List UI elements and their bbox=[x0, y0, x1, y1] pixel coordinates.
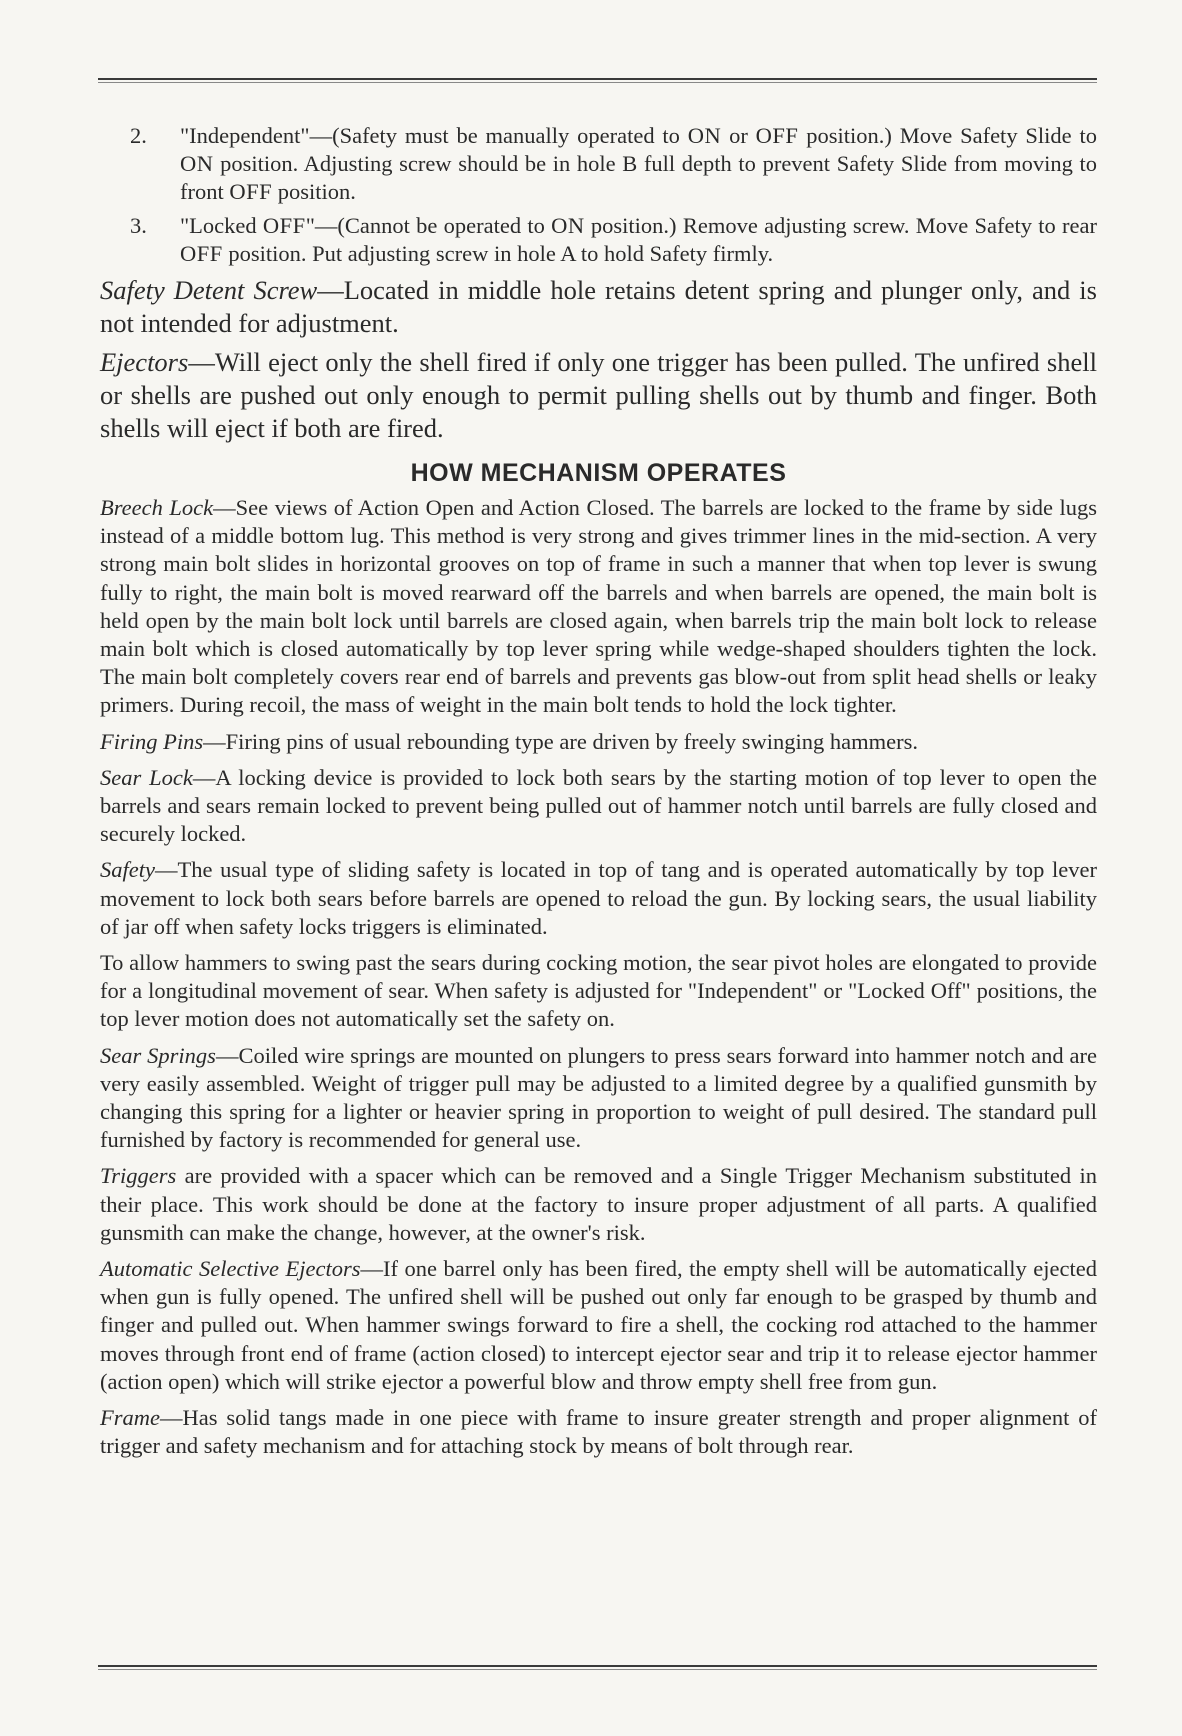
page-content bbox=[100, 122, 1097, 1469]
paragraph-sear-springs: Sear Springs—Coiled wire springs are mounted on plungers to press sears forward into hammer notch and are very easily assembled. Weight of trigger pull may be adjusted to a limited degree by a qualified gunsmith by changing this spring for a lighter or heavier spring in proportion to weight of pull desired. The standard pull furnished by factory is recommended for general use. bbox=[100, 1042, 1097, 1153]
paragraph-term: Automatic Selective Ejectors bbox=[100, 1256, 361, 1282]
paragraph-safety: Safety—The usual type of sliding safety is located in top of tang and is operated automatically by top lever movement to lock both sears before barrels are opened to reload the gun. By locking sears, the usual liability of jar off when safety locks triggers is eliminated. bbox=[100, 857, 1097, 939]
paragraph-automatic-selective-ejectors: Automatic Selective Ejectors—If one barrel only has been fired, the empty shell will be automatically ejected when gun is fully opened. The unfired shell will be pushed out only far enough to be grasped by thumb and finger and pulled out. When hammer swings forward to fire a shell, the cocking rod attached to the hammer moves through front end of frame (action closed) to intercept ejector sear and trip it to release ejector hammer (action open) which will strike ejector a powerful blow and throw empty shell free from gun. bbox=[100, 1256, 1097, 1394]
paragraph-triggers: Triggers are provided with a spacer which can be removed and a Single Trigger Mechanism substituted in their place. This work should be done at the factory to insure proper adjustment of all parts. A qualified gunsmith can make the change, however, at the owner's risk. bbox=[100, 1163, 1097, 1245]
list-number: 2. bbox=[130, 123, 147, 148]
paragraph-term: Ejectors bbox=[100, 347, 189, 377]
list-number: 3. bbox=[130, 213, 147, 238]
paragraph-term: Triggers bbox=[100, 1163, 177, 1189]
paragraph-hammers: To allow hammers to swing past the sears during cocking motion, the sear pivot holes are elongated to provide for a longitudinal movement of sear. When safety is adjusted for "Independent" or "Locked Off" positions, the top lever motion does not automatically set the safety on. bbox=[100, 950, 1097, 1032]
paragraph-ejectors: Ejectors—Will eject only the shell fired if only one trigger has been pulled. The unfired shell or shells are pushed out only enough to permit pulling shells out by thumb and finger. Both shells will eject if both are fired. bbox=[100, 347, 1097, 443]
paragraph-safety-detent-screw: Safety Detent Screw—Located in middle hole retains detent spring and plunger only, and is not intended for adjustment. bbox=[100, 275, 1097, 338]
bottom-rule-thin bbox=[98, 1669, 1097, 1670]
list-item-3: 3. "Locked OFF"—(Cannot be operated to ON position.) Remove adjusting screw. Move Safety to rear OFF position. Put adjusting screw in hole A to hold Safety firmly. bbox=[130, 213, 1097, 266]
paragraph-frame: Frame—Has solid tangs made in one piece with frame to insure greater strength and proper alignment of trigger and safety mechanism and for attaching stock by means of bolt through rear. bbox=[100, 1405, 1097, 1459]
bottom-rule bbox=[98, 1665, 1097, 1667]
top-rule bbox=[98, 78, 1097, 80]
paragraph-term: Firing Pins bbox=[100, 728, 204, 754]
paragraph-term: Breech Lock bbox=[100, 495, 214, 520]
paragraph-sear-lock: Sear Lock—A locking device is provided to lock both sears by the starting motion of top lever to open the barrels and sears remain locked to prevent being pulled out of hammer notch until barrels are fully closed and securely locked. bbox=[100, 764, 1097, 847]
paragraph-firing-pins: Firing Pins—Firing pins of usual rebounding type are driven by freely swinging hammers. bbox=[100, 728, 918, 754]
paragraph-term: Safety Detent Screw bbox=[100, 275, 318, 305]
paragraph-term: Sear Springs bbox=[100, 1042, 216, 1068]
paragraph-term: Sear Lock bbox=[100, 764, 193, 790]
paragraph-term: Frame bbox=[100, 1405, 160, 1431]
paragraph-breech-lock: Breech Lock—See views of Action Open and Action Closed. The barrels are locked to the frame by side lugs instead of a middle bottom lug. This method is very strong and gives trimmer lines in the mid-section. A very strong main bolt slides in horizontal grooves on top of frame in such a manner that when top lever is swung fully to right, the main bolt is moved rearward off the barrels and when barrels are opened, the main bolt is held open by the main bolt lock until barrels are closed again, when barrels trip the main bolt lock to release main bolt which is closed automatically by top lever spring while wedge-shaped shoulders tighten the lock. The main bolt completely covers rear end of barrels and prevents gas blow-out from split head shells or leaky primers. During recoil, the mass of weight in the main bolt tends to hold the lock tighter. bbox=[100, 495, 1097, 718]
list-item-2: 2. "Independent"—(Safety must be manually operated to ON or OFF position.) Move Safety Slide to ON position. Adjusting screw should be in hole B full depth to prevent Safety Slide from moving to front OFF position. bbox=[130, 123, 1097, 204]
top-rule-thin bbox=[98, 82, 1097, 83]
section-heading: HOW MECHANISM OPERATES bbox=[410, 459, 787, 487]
paragraph-term: Safety bbox=[100, 857, 155, 883]
